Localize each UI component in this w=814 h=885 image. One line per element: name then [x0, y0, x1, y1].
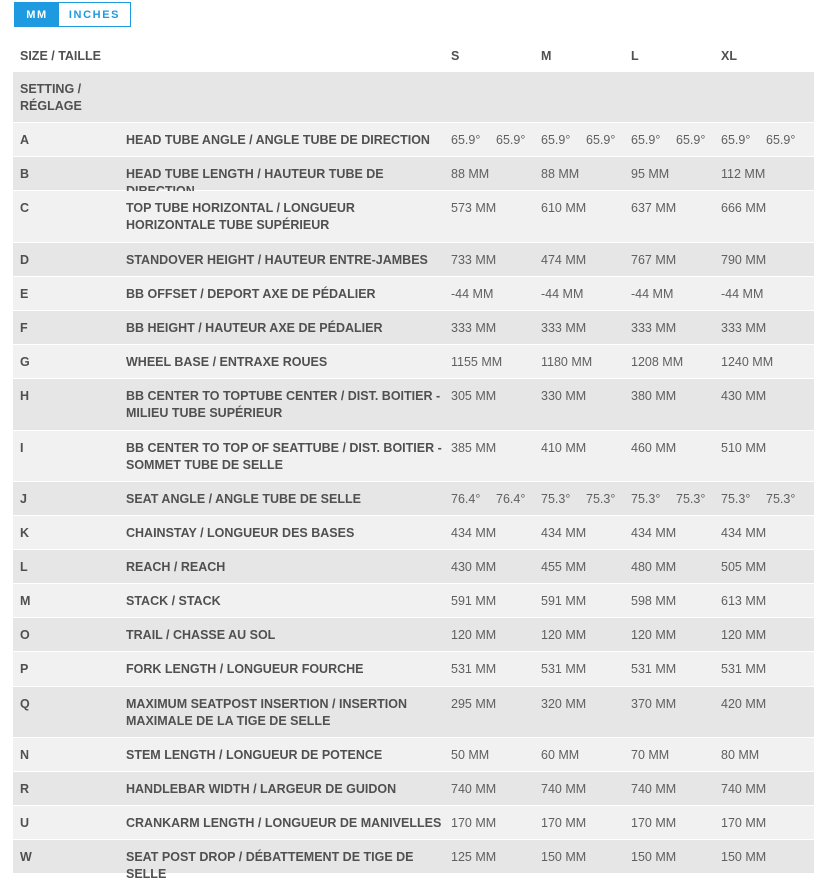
value-s: 430 MM — [451, 560, 497, 574]
row-key: D — [20, 253, 30, 267]
value-xl: 740 MM — [721, 782, 767, 796]
value-xl-2: 75.3° — [766, 492, 796, 506]
value-xl: 170 MM — [721, 816, 767, 830]
value-m-2: 65.9° — [586, 133, 616, 147]
size-s-header: S — [451, 49, 460, 63]
value-l: 637 MM — [631, 201, 677, 215]
table-header-row — [13, 38, 814, 72]
value-m: 333 MM — [541, 321, 587, 335]
table-row — [13, 243, 814, 277]
row-key: P — [20, 662, 29, 676]
value-m: 1180 MM — [541, 355, 593, 369]
value-m: 120 MM — [541, 628, 587, 642]
value-l: 380 MM — [631, 389, 677, 403]
value-l: 370 MM — [631, 697, 677, 711]
row-key: H — [20, 389, 30, 403]
table-row — [13, 772, 814, 806]
value-m: 60 MM — [541, 748, 580, 762]
value-xl: 1240 MM — [721, 355, 774, 369]
value-pair-xl — [721, 132, 811, 149]
value-xl: 420 MM — [721, 697, 767, 711]
geometry-table — [13, 38, 814, 881]
value-xl: 430 MM — [721, 389, 767, 403]
row-label: SEAT ANGLE / ANGLE TUBE DE SELLE — [126, 492, 361, 506]
row-key: O — [20, 628, 30, 642]
value-xl: 434 MM — [721, 526, 767, 540]
table-row — [13, 550, 814, 584]
size-xl-header: XL — [721, 49, 737, 63]
value-l-2: 75.3° — [676, 492, 706, 506]
table-row — [13, 652, 814, 687]
value-xl-2: 65.9° — [766, 133, 796, 147]
table-row — [13, 191, 814, 243]
value-s: 1155 MM — [451, 355, 503, 369]
value-s: 50 MM — [451, 748, 490, 762]
value-xl: 333 MM — [721, 321, 767, 335]
table-row — [13, 311, 814, 345]
value-xl-1: 65.9° — [721, 133, 751, 147]
row-key: I — [20, 441, 24, 455]
table-row — [13, 687, 814, 738]
row-label: CHAINSTAY / LONGUEUR DES BASES — [126, 526, 355, 540]
setting-header: SETTING / RÉGLAGE — [20, 82, 82, 113]
value-m: 531 MM — [541, 662, 587, 676]
value-pair-m — [541, 132, 631, 149]
value-l: 531 MM — [631, 662, 677, 676]
row-label: HEAD TUBE ANGLE / ANGLE TUBE DE DIRECTION — [126, 133, 430, 147]
value-l: 120 MM — [631, 628, 677, 642]
row-label: STACK / STACK — [126, 594, 221, 608]
value-s: 740 MM — [451, 782, 497, 796]
value-s: 573 MM — [451, 201, 497, 215]
row-label: BB CENTER TO TOP OF SEATTUBE / DIST. BOITIER - SOMMET TUBE DE SELLE — [126, 441, 442, 472]
value-xl-1: 75.3° — [721, 492, 751, 506]
value-xl: 790 MM — [721, 253, 767, 267]
row-label: SEAT POST DROP / DÉBATTEMENT DE TIGE DE SELLE — [126, 850, 414, 881]
row-label: BB OFFSET / DEPORT AXE DE PÉDALIER — [126, 287, 376, 301]
value-m: 591 MM — [541, 594, 587, 608]
unit-toggle — [14, 2, 131, 27]
table-row — [13, 379, 814, 431]
value-pair-l — [631, 491, 721, 508]
row-key: E — [20, 287, 29, 301]
value-xl: 510 MM — [721, 441, 767, 455]
value-l: 70 MM — [631, 748, 670, 762]
row-label: FORK LENGTH / LONGUEUR FOURCHE — [126, 662, 364, 676]
row-key: J — [20, 492, 27, 506]
value-l-1: 65.9° — [631, 133, 661, 147]
row-key: G — [20, 355, 30, 369]
value-s: 305 MM — [451, 389, 497, 403]
row-label: CRANKARM LENGTH / LONGUEUR DE MANIVELLES — [126, 816, 442, 830]
value-l: 598 MM — [631, 594, 677, 608]
value-l: 767 MM — [631, 253, 677, 267]
value-l-2: 65.9° — [676, 133, 706, 147]
row-key: M — [20, 594, 31, 608]
table-body — [13, 123, 814, 881]
value-l: 1208 MM — [631, 355, 684, 369]
unit-inches-button[interactable]: INCHES — [68, 8, 121, 21]
value-m: -44 MM — [541, 287, 584, 301]
value-l: 434 MM — [631, 526, 677, 540]
value-l: 95 MM — [631, 167, 670, 181]
value-l-1: 75.3° — [631, 492, 661, 506]
value-m: 474 MM — [541, 253, 587, 267]
size-l-header: L — [631, 49, 639, 63]
value-xl: 531 MM — [721, 662, 767, 676]
value-xl: 666 MM — [721, 201, 767, 215]
value-m: 740 MM — [541, 782, 587, 796]
value-s: 385 MM — [451, 441, 497, 455]
value-s: 333 MM — [451, 321, 497, 335]
row-key: L — [20, 560, 28, 574]
setting-header-row — [13, 72, 814, 123]
value-m: 170 MM — [541, 816, 587, 830]
row-key: U — [20, 816, 30, 830]
row-label: BB CENTER TO TOPTUBE CENTER / DIST. BOITIER - MILIEU TUBE SUPÉRIEUR — [126, 389, 441, 420]
row-label: STANDOVER HEIGHT / HAUTEUR ENTRE-JAMBES — [126, 253, 428, 267]
row-key: K — [20, 526, 30, 540]
value-m-1: 75.3° — [541, 492, 571, 506]
value-pair-xl — [721, 491, 811, 508]
value-l: 480 MM — [631, 560, 677, 574]
value-m: 434 MM — [541, 526, 587, 540]
table-row — [13, 431, 814, 482]
table-row — [13, 123, 814, 157]
row-label: MAXIMUM SEATPOST INSERTION / INSERTION MAXIMALE DE LA TIGE DE SELLE — [126, 697, 408, 728]
row-key: F — [20, 321, 28, 335]
value-s: 531 MM — [451, 662, 497, 676]
table-row — [13, 482, 814, 516]
row-label: HANDLEBAR WIDTH / LARGEUR DE GUIDON — [126, 782, 397, 796]
table-row — [13, 516, 814, 550]
value-s-2: 65.9° — [496, 133, 526, 147]
table-row — [13, 738, 814, 772]
value-s: 125 MM — [451, 850, 497, 864]
value-pair-l — [631, 132, 721, 149]
value-m: 88 MM — [541, 167, 580, 181]
value-s: 88 MM — [451, 167, 490, 181]
value-m: 330 MM — [541, 389, 587, 403]
table-row — [13, 157, 814, 191]
size-header: SIZE / TAILLE — [20, 49, 102, 63]
row-key: R — [20, 782, 30, 796]
unit-mm-button[interactable]: MM — [15, 3, 59, 26]
value-xl: 112 MM — [721, 167, 766, 181]
value-s-1: 65.9° — [451, 133, 481, 147]
value-l: 460 MM — [631, 441, 677, 455]
value-xl: 80 MM — [721, 748, 760, 762]
value-s: 733 MM — [451, 253, 497, 267]
row-key: C — [20, 201, 30, 215]
table-row — [13, 277, 814, 311]
value-xl: -44 MM — [721, 287, 764, 301]
table-row — [13, 806, 814, 840]
value-pair-s — [451, 132, 541, 149]
row-label: HEAD TUBE LENGTH / HAUTEUR TUBE DE — [126, 167, 384, 181]
value-s: 120 MM — [451, 628, 497, 642]
table-row — [13, 584, 814, 618]
value-m: 410 MM — [541, 441, 587, 455]
size-m-header: M — [541, 49, 552, 63]
value-m-1: 65.9° — [541, 133, 571, 147]
table-row — [13, 840, 814, 881]
value-pair-m — [541, 491, 631, 508]
value-s: -44 MM — [451, 287, 494, 301]
value-m: 610 MM — [541, 201, 587, 215]
value-s-2: 76.4° — [496, 492, 526, 506]
value-xl: 150 MM — [721, 850, 767, 864]
value-s: 295 MM — [451, 697, 497, 711]
value-m-2: 75.3° — [586, 492, 616, 506]
value-l: 333 MM — [631, 321, 677, 335]
row-key: N — [20, 748, 30, 762]
row-key: Q — [20, 697, 30, 711]
value-s: 591 MM — [451, 594, 497, 608]
value-m: 320 MM — [541, 697, 587, 711]
table-row — [13, 345, 814, 379]
value-s: 434 MM — [451, 526, 497, 540]
value-pair-s — [451, 491, 541, 508]
value-l: 740 MM — [631, 782, 677, 796]
row-label: REACH / REACH — [126, 560, 226, 574]
row-key: W — [20, 850, 32, 864]
value-s-1: 76.4° — [451, 492, 481, 506]
row-label: STEM LENGTH / LONGUEUR DE POTENCE — [126, 748, 383, 762]
value-m: 455 MM — [541, 560, 587, 574]
row-label: WHEEL BASE / ENTRAXE ROUES — [126, 355, 328, 369]
row-label: TRAIL / CHASSE AU SOL — [126, 628, 276, 642]
row-label: BB HEIGHT / HAUTEUR AXE DE PÉDALIER — [126, 321, 383, 335]
row-key: A — [20, 133, 30, 147]
value-s: 170 MM — [451, 816, 497, 830]
value-xl: 120 MM — [721, 628, 767, 642]
row-key: B — [20, 167, 30, 181]
value-l: -44 MM — [631, 287, 674, 301]
value-xl: 613 MM — [721, 594, 767, 608]
value-xl: 505 MM — [721, 560, 767, 574]
value-l: 170 MM — [631, 816, 677, 830]
value-m: 150 MM — [541, 850, 587, 864]
value-l: 150 MM — [631, 850, 677, 864]
row-label: TOP TUBE HORIZONTAL / LONGUEUR HORIZONTALE TUBE SUPÉRIEUR — [126, 201, 355, 232]
table-row — [13, 618, 814, 652]
